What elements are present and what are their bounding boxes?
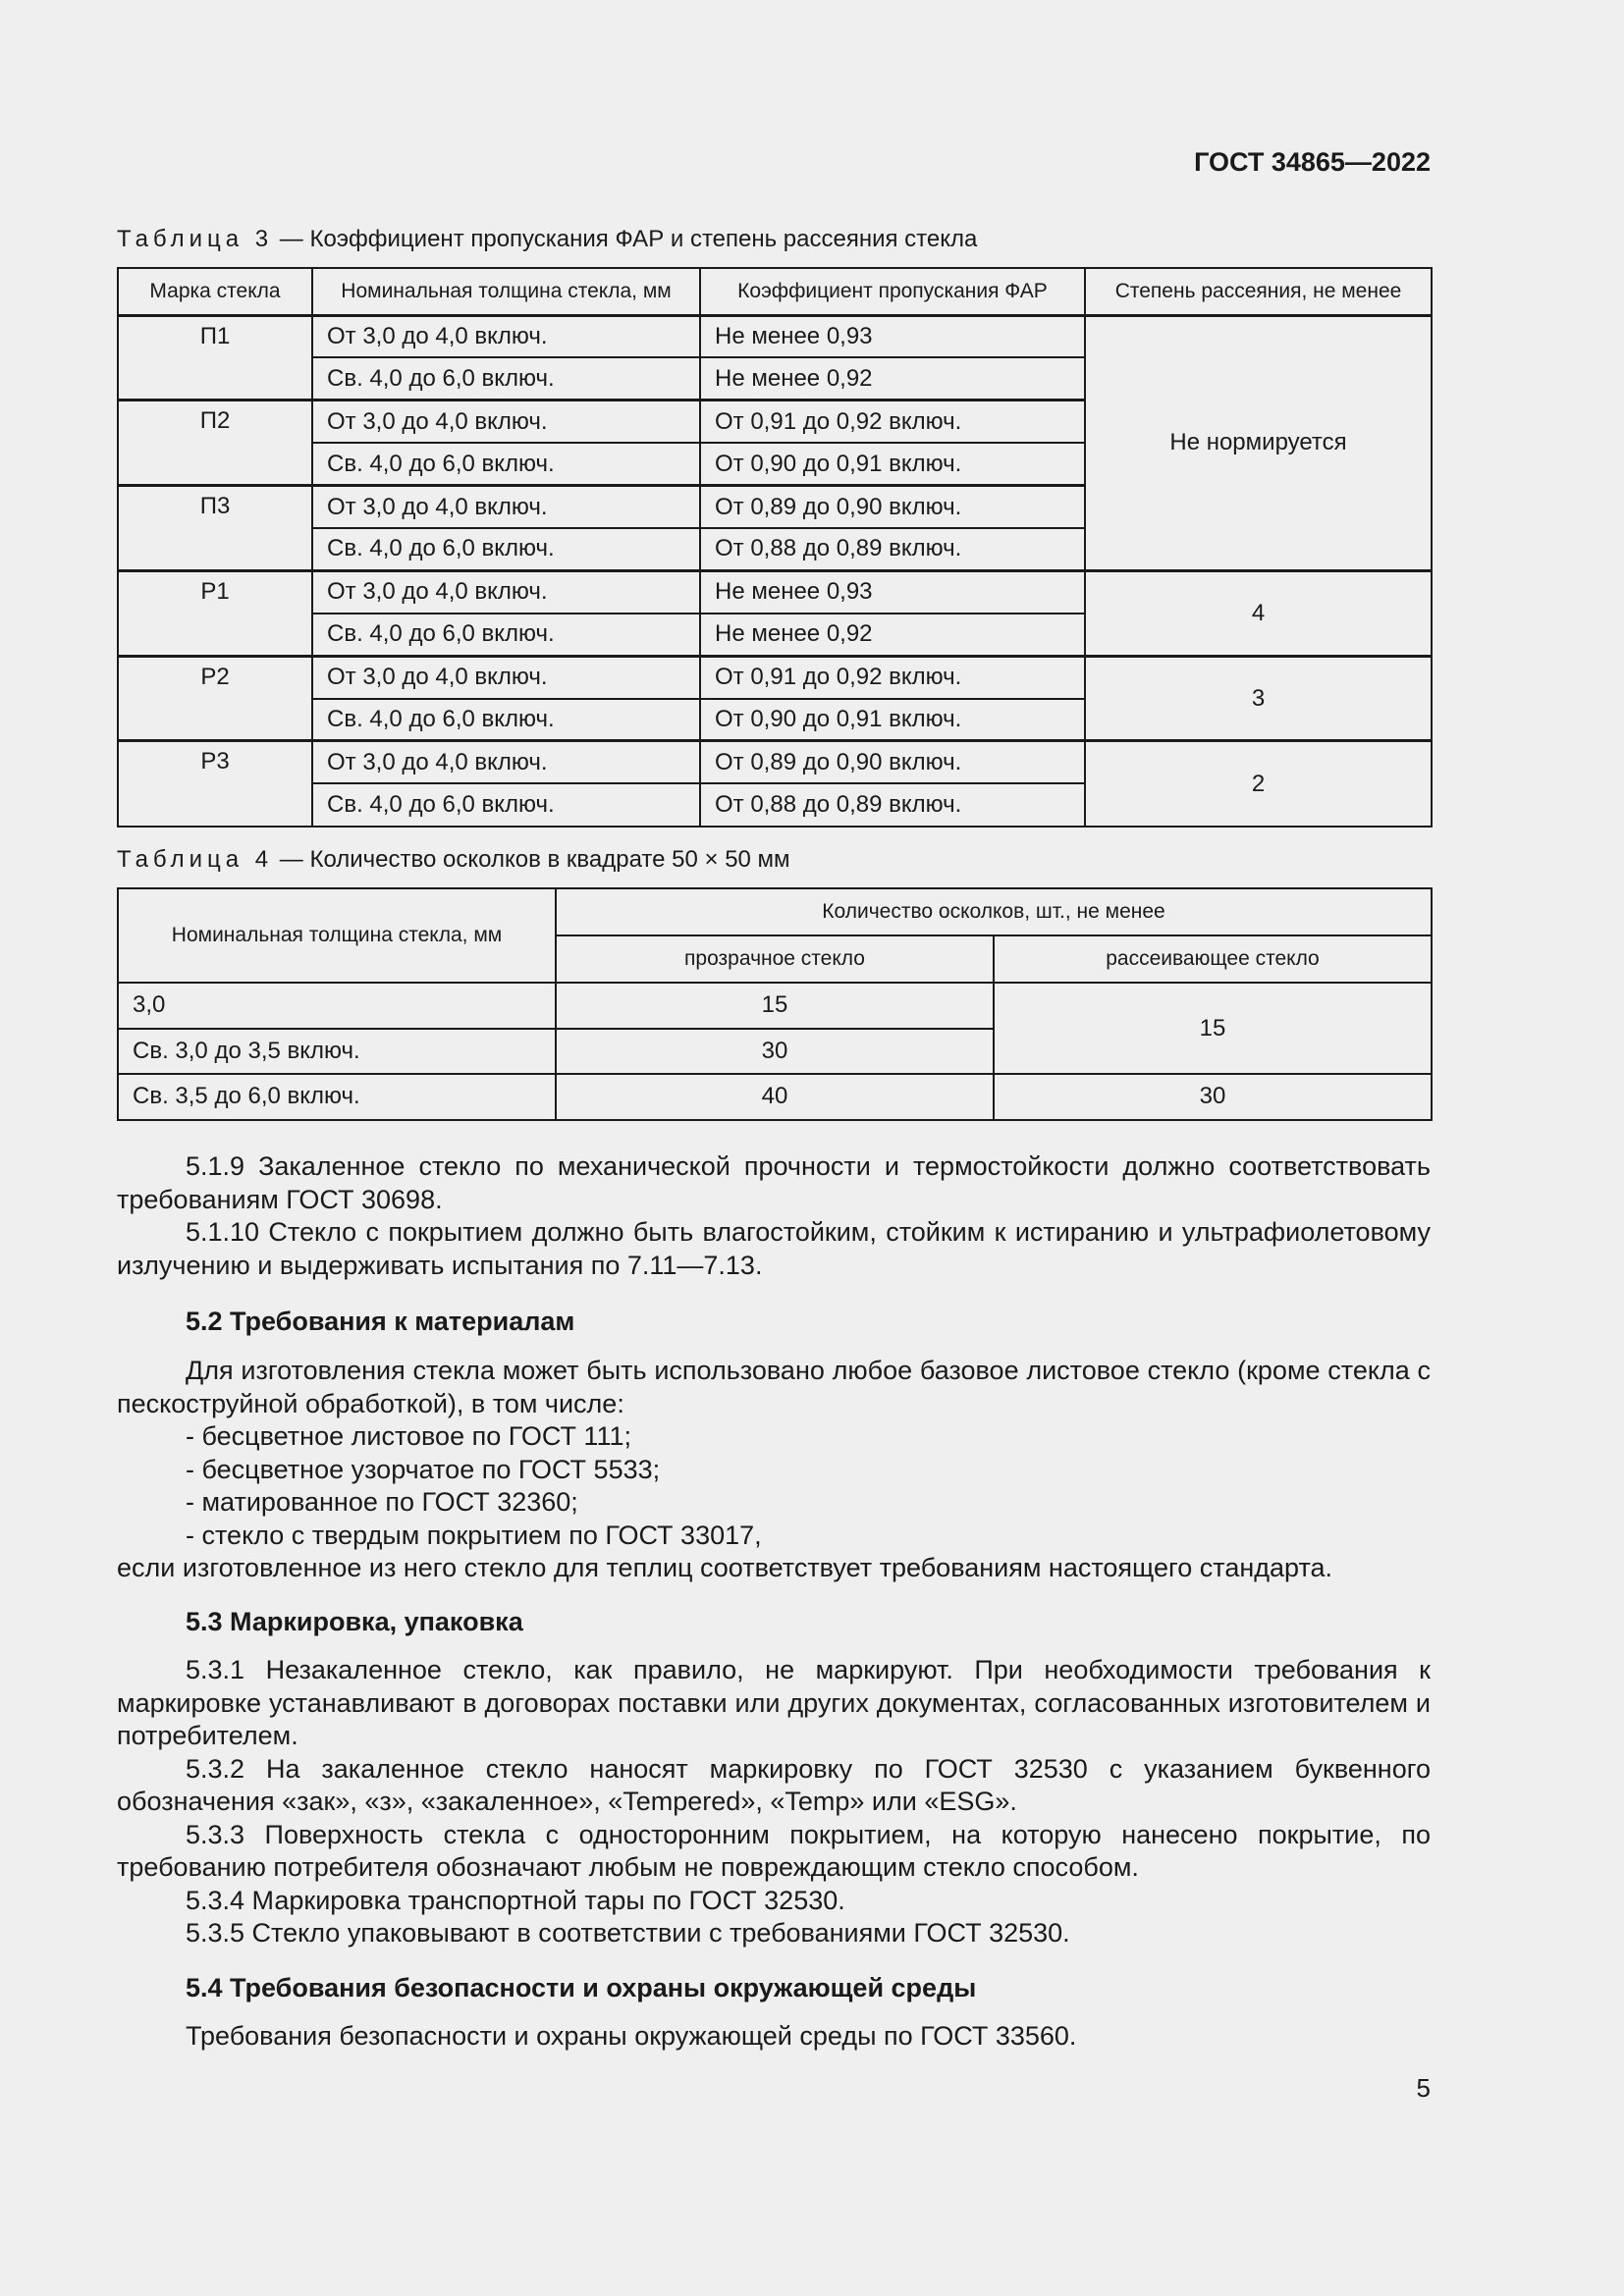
- table4-thickness: Св. 3,5 до 6,0 включ.: [118, 1074, 556, 1120]
- table3-header-mark: Марка стекла: [118, 268, 312, 315]
- table-row: [118, 656, 1432, 698]
- table3-degree-p: Не нормируется: [1085, 315, 1432, 570]
- table3-thickness: Св. 4,0 до 6,0 включ.: [312, 528, 700, 570]
- table3-degree-r1: 4: [1085, 570, 1432, 656]
- table3-caption-text: — Коэффициент пропускания ФАР и степень рассеяния стекла: [273, 226, 978, 252]
- table3-coefficient: Не менее 0,92: [700, 357, 1085, 400]
- table3-header-degree: Степень рассеяния, не менее: [1085, 268, 1432, 315]
- table3-header-coefficient: Коэффициент пропускания ФАР: [700, 268, 1085, 315]
- paragraph-5-3-1: 5.3.1 Незакаленное стекло, как правило, не маркируют. При необходимости требования к маркировке устанавливают в договорах поставки или других документах, согласованных изготовителем и потребителем.: [117, 1655, 1431, 1750]
- table3-thickness: Св. 4,0 до 6,0 включ.: [312, 783, 700, 826]
- section-5-4-text: [117, 2020, 1431, 2054]
- section-5-3-text: [117, 1654, 1431, 1950]
- table4-caption: [117, 846, 790, 874]
- table3-mark: П3: [118, 486, 312, 571]
- table4-header-diffuse: рассеивающее стекло: [994, 935, 1432, 983]
- table4-diffuse: 30: [994, 1074, 1432, 1120]
- table3-coefficient: От 0,91 до 0,92 включ.: [700, 400, 1085, 443]
- table3-caption-label: Таблица 3: [117, 226, 274, 252]
- paragraph-5-3-5: 5.3.5 Стекло упаковывают в соответствии с требованиями ГОСТ 32530.: [186, 1918, 1070, 1948]
- table3-coefficient: От 0,91 до 0,92 включ.: [700, 656, 1085, 698]
- heading-5-2: 5.2 Требования к материалам: [186, 1307, 575, 1336]
- table3-thickness: От 3,0 до 4,0 включ.: [312, 400, 700, 443]
- paragraph-5-2-end: если изготовленное из него стекло для теплиц соответствует требованиям настоящего стандарта.: [117, 1553, 1333, 1582]
- paragraph-5-2: Для изготовления стекла может быть использовано любое базовое листовое стекло (кроме стекла с пескоструйной обработкой), в том числе:: [117, 1356, 1431, 1418]
- section-5-2: [117, 1306, 1431, 1339]
- table3-thickness: От 3,0 до 4,0 включ.: [312, 315, 700, 357]
- table3-degree-r2: 3: [1085, 656, 1432, 741]
- table3-coefficient: Не менее 0,93: [700, 570, 1085, 613]
- table3-mark: П1: [118, 315, 312, 400]
- list-item: - бесцветное листовое по ГОСТ 111;: [186, 1421, 631, 1451]
- table3-caption: [117, 226, 977, 253]
- list-item: - стекло с твердым покрытием по ГОСТ 33017,: [186, 1520, 762, 1550]
- table3-coefficient: От 0,88 до 0,89 включ.: [700, 528, 1085, 570]
- section-5-1-text: [117, 1150, 1431, 1282]
- paragraph-5-3-2: 5.3.2 На закаленное стекло наносят маркировку по ГОСТ 32530 с указанием буквенного обозначения «зак», «з», «закаленное», «Tempered», «Temp» или «ESG».: [117, 1753, 1431, 1816]
- paragraph-5-1-10: 5.1.10 Стекло с покрытием должно быть влагостойким, стойким к истиранию и ультрафиолетовому излучению и выдерживать испытания по 7.11—7.13.: [117, 1217, 1431, 1280]
- table3-thickness: От 3,0 до 4,0 включ.: [312, 656, 700, 698]
- table4-clear: 40: [556, 1074, 994, 1120]
- table4-clear: 30: [556, 1029, 994, 1075]
- table3-mark: Р1: [118, 570, 312, 656]
- table3-degree-r3: 2: [1085, 741, 1432, 827]
- table3-coefficient: Не менее 0,92: [700, 614, 1085, 656]
- heading-5-3: 5.3 Маркировка, упаковка: [186, 1607, 523, 1636]
- table3-coefficient: От 0,89 до 0,90 включ.: [700, 486, 1085, 528]
- table3-thickness: От 3,0 до 4,0 включ.: [312, 570, 700, 613]
- table-row: [118, 983, 1432, 1029]
- table3-mark: П2: [118, 400, 312, 486]
- table4-diffuse-merged: 15: [994, 983, 1432, 1074]
- table3-coefficient: Не менее 0,93: [700, 315, 1085, 357]
- table3-thickness: Св. 4,0 до 6,0 включ.: [312, 699, 700, 741]
- section-5-3: [117, 1606, 1431, 1639]
- table4-thickness: Св. 3,0 до 3,5 включ.: [118, 1029, 556, 1075]
- paragraph-5-3-4: 5.3.4 Маркировка транспортной тары по ГОСТ 32530.: [186, 1885, 845, 1915]
- table-row: [118, 741, 1432, 783]
- table3-coefficient: От 0,90 до 0,91 включ.: [700, 443, 1085, 485]
- table4-clear: 15: [556, 983, 994, 1029]
- table3-coefficient: От 0,90 до 0,91 включ.: [700, 699, 1085, 741]
- table-row: [118, 570, 1432, 613]
- table3-thickness: От 3,0 до 4,0 включ.: [312, 486, 700, 528]
- heading-5-4: 5.4 Требования безопасности и охраны окружающей среды: [186, 1973, 977, 2002]
- table3-coefficient: От 0,89 до 0,90 включ.: [700, 741, 1085, 783]
- table4-header-clear: прозрачное стекло: [556, 935, 994, 983]
- table3-thickness: От 3,0 до 4,0 включ.: [312, 741, 700, 783]
- table-row: [118, 315, 1432, 357]
- table3-thickness: Св. 4,0 до 6,0 включ.: [312, 614, 700, 656]
- paragraph-5-4: Требования безопасности и охраны окружающей среды по ГОСТ 33560.: [186, 2021, 1077, 2051]
- page-number: 5: [1416, 2073, 1431, 2103]
- table3: [117, 267, 1433, 828]
- document-header: ГОСТ 34865—2022: [1194, 147, 1431, 177]
- paragraph-5-3-3: 5.3.3 Поверхность стекла с односторонним покрытием, на которую нанесено покрытие, по требованию потребителя обозначают любым не повреждающим стекло способом.: [117, 1819, 1431, 1882]
- table4-header-thickness: Номинальная толщина стекла, мм: [118, 888, 556, 983]
- table4-header-count: Количество осколков, шт., не менее: [556, 888, 1432, 935]
- table3-mark: Р3: [118, 741, 312, 827]
- table3-coefficient: От 0,88 до 0,89 включ.: [700, 783, 1085, 826]
- table4-caption-text: — Количество осколков в квадрате 50 × 50 мм: [273, 846, 790, 873]
- table3-thickness: Св. 4,0 до 6,0 включ.: [312, 443, 700, 485]
- section-5-2-text: [117, 1355, 1431, 1585]
- table4-caption-label: Таблица 4: [117, 846, 274, 873]
- table3-thickness: Св. 4,0 до 6,0 включ.: [312, 357, 700, 400]
- table-row: [118, 1074, 1432, 1120]
- table4: [117, 887, 1433, 1121]
- table3-mark: Р2: [118, 656, 312, 741]
- list-item: - матированное по ГОСТ 32360;: [186, 1487, 578, 1517]
- list-item: - бесцветное узорчатое по ГОСТ 5533;: [186, 1454, 661, 1484]
- paragraph-5-1-9: 5.1.9 Закаленное стекло по механической прочности и термостойкости должно соответствовать требованиям ГОСТ 30698.: [117, 1151, 1431, 1214]
- table4-thickness: 3,0: [118, 983, 556, 1029]
- section-5-4: [117, 1972, 1431, 2005]
- table3-header-thickness: Номинальная толщина стекла, мм: [312, 268, 700, 315]
